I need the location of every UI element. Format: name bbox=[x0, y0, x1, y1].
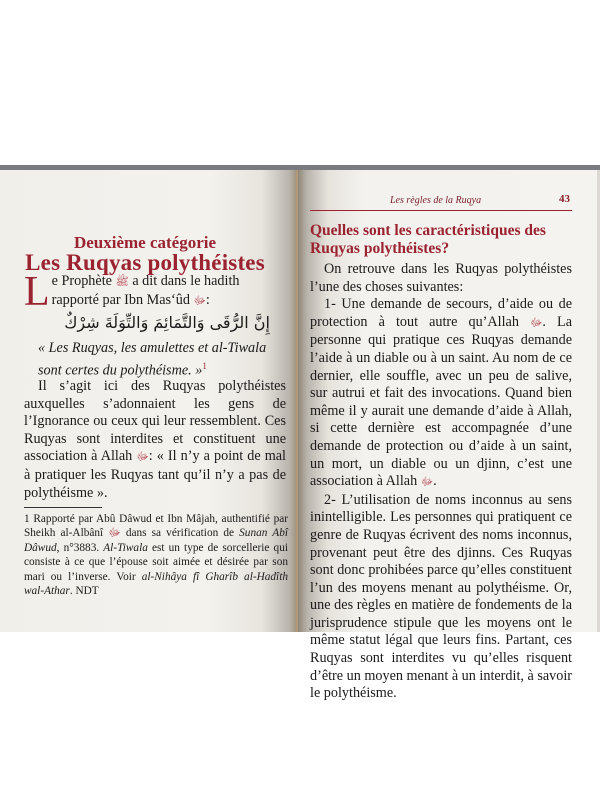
intro-text: a dit dans le hadith rapporté par Ibn Mas‘ûd bbox=[51, 273, 240, 308]
paragraph-text: Il s’agit ici des Ruqyas polythéistes auxquelles s’adonnaient les gens de l’Ignorance ou ceux qui leur ressemblent. Ces Ruqyas sont interdites et constituent une association à Allah bbox=[24, 378, 286, 465]
honorific-icon: ﷻ bbox=[136, 451, 149, 464]
hadith-translation bbox=[38, 340, 274, 380]
page-number: 43 bbox=[559, 193, 570, 205]
intro-text: : bbox=[205, 291, 210, 308]
book-title: Sunan Abî Dâwud bbox=[24, 527, 288, 554]
drop-cap: L bbox=[24, 269, 50, 315]
item-text: . La personne qui pratique ces Ruqyas demande l’aide à un diable ou à un saint. Au nom de ce dernier, elle souffle, avec un peu de salive, sur autrui et fait des invocations. Quand bien même il y aurait une demande d’aide à Allah, si cette dernière est accompagnée d’une demande de protection ou d’aide à un saint, un mort, un diable ou un djinn, c’est une association à Allah bbox=[310, 313, 572, 490]
chapter-title: Les Ruqyas polythéistes bbox=[25, 250, 265, 275]
intro-paragraph bbox=[24, 269, 286, 315]
footnote-reference[interactable]: 1 bbox=[202, 360, 207, 371]
footnote-text: Rapporté par Abû Dâwud et Ibn Mâjah, authentifié par Sheikh al-Albânî bbox=[24, 513, 288, 540]
intro-text: e Prophète bbox=[51, 273, 116, 289]
item-2-paragraph: 2- L’utilisation de noms inconnus au sens inintelligible. Les personnes qui pratiquent ce genre de Ruqyas écrivent des noms inconnus, provenant peut être des djinns. Ces Ruqyas sont donc prohibées parce qu’elles constituent l’un des moyens menant au polythéisme. Or, une des règles en matière de fondements de la jurisprudence stipule que les moyens ont le même statut légal que leurs fins. Partant, ces Ruqyas sont interdites vu qu’elles risquent d’être un moyen menant à un interdit, à savoir le polythéisme. bbox=[310, 491, 572, 702]
honorific-icon: ﷺ bbox=[115, 276, 129, 288]
footnote bbox=[24, 512, 288, 598]
item-text: 1- Une demande de secours, d’aide ou de protection à tout autre qu’Allah bbox=[310, 296, 572, 330]
quote-text: « Les Ruqyas, les amulettes et al-Tiwala sont certes du polythéisme. » bbox=[38, 340, 267, 379]
footnote-text: dans sa vérification de bbox=[120, 527, 240, 540]
explanation-paragraph bbox=[24, 378, 286, 502]
honorific-icon: ﷻ bbox=[420, 476, 434, 489]
book-title: al-Nihâya fî Gharîb al-Hadîth wal-Athar bbox=[24, 570, 288, 598]
running-head-title: Les règles de la Ruqya bbox=[390, 195, 482, 206]
chapter-subtitle: Deuxième catégorie bbox=[73, 233, 217, 252]
item-text: . bbox=[433, 473, 437, 490]
paragraph-text: : « Il n’y a point de mal à pratiquer les Ruqyas tant qu’il n’y a pas de polythéisme ». bbox=[24, 448, 287, 501]
running-head bbox=[310, 193, 572, 211]
term: Al-Tiwala bbox=[103, 541, 148, 554]
open-book bbox=[0, 165, 600, 702]
footnote-text: , n°3883. bbox=[56, 541, 104, 554]
footnote-text: . NDT bbox=[69, 585, 99, 598]
item-1-paragraph bbox=[310, 296, 572, 492]
honorific-icon: ﷻ bbox=[108, 527, 121, 540]
right-body bbox=[310, 261, 572, 703]
footnote-number: 1 bbox=[24, 513, 30, 525]
honorific-icon: ﷻ bbox=[530, 316, 543, 329]
honorific-icon: ﷻ bbox=[193, 294, 206, 307]
arabic-hadith: إِنَّ الرُّقَى وَالتَّمَائِمَ وَالتِّوَلَةَ شِرْكٌ bbox=[64, 313, 270, 332]
footnote-divider bbox=[24, 507, 102, 508]
right-page bbox=[298, 170, 600, 702]
intro-paragraph: On retrouve dans les Ruqyas polythéistes l’une des choses suivantes: bbox=[310, 261, 572, 295]
footnote-text: est un type de sorcellerie qui consiste à ce que l’épouse soit aimée et désirée par son mari ou l’inverse. Voir bbox=[24, 541, 288, 583]
section-heading: Quelles sont les caractéristiques des Ruqyas polythéistes? bbox=[310, 222, 546, 257]
left-page bbox=[0, 170, 298, 632]
